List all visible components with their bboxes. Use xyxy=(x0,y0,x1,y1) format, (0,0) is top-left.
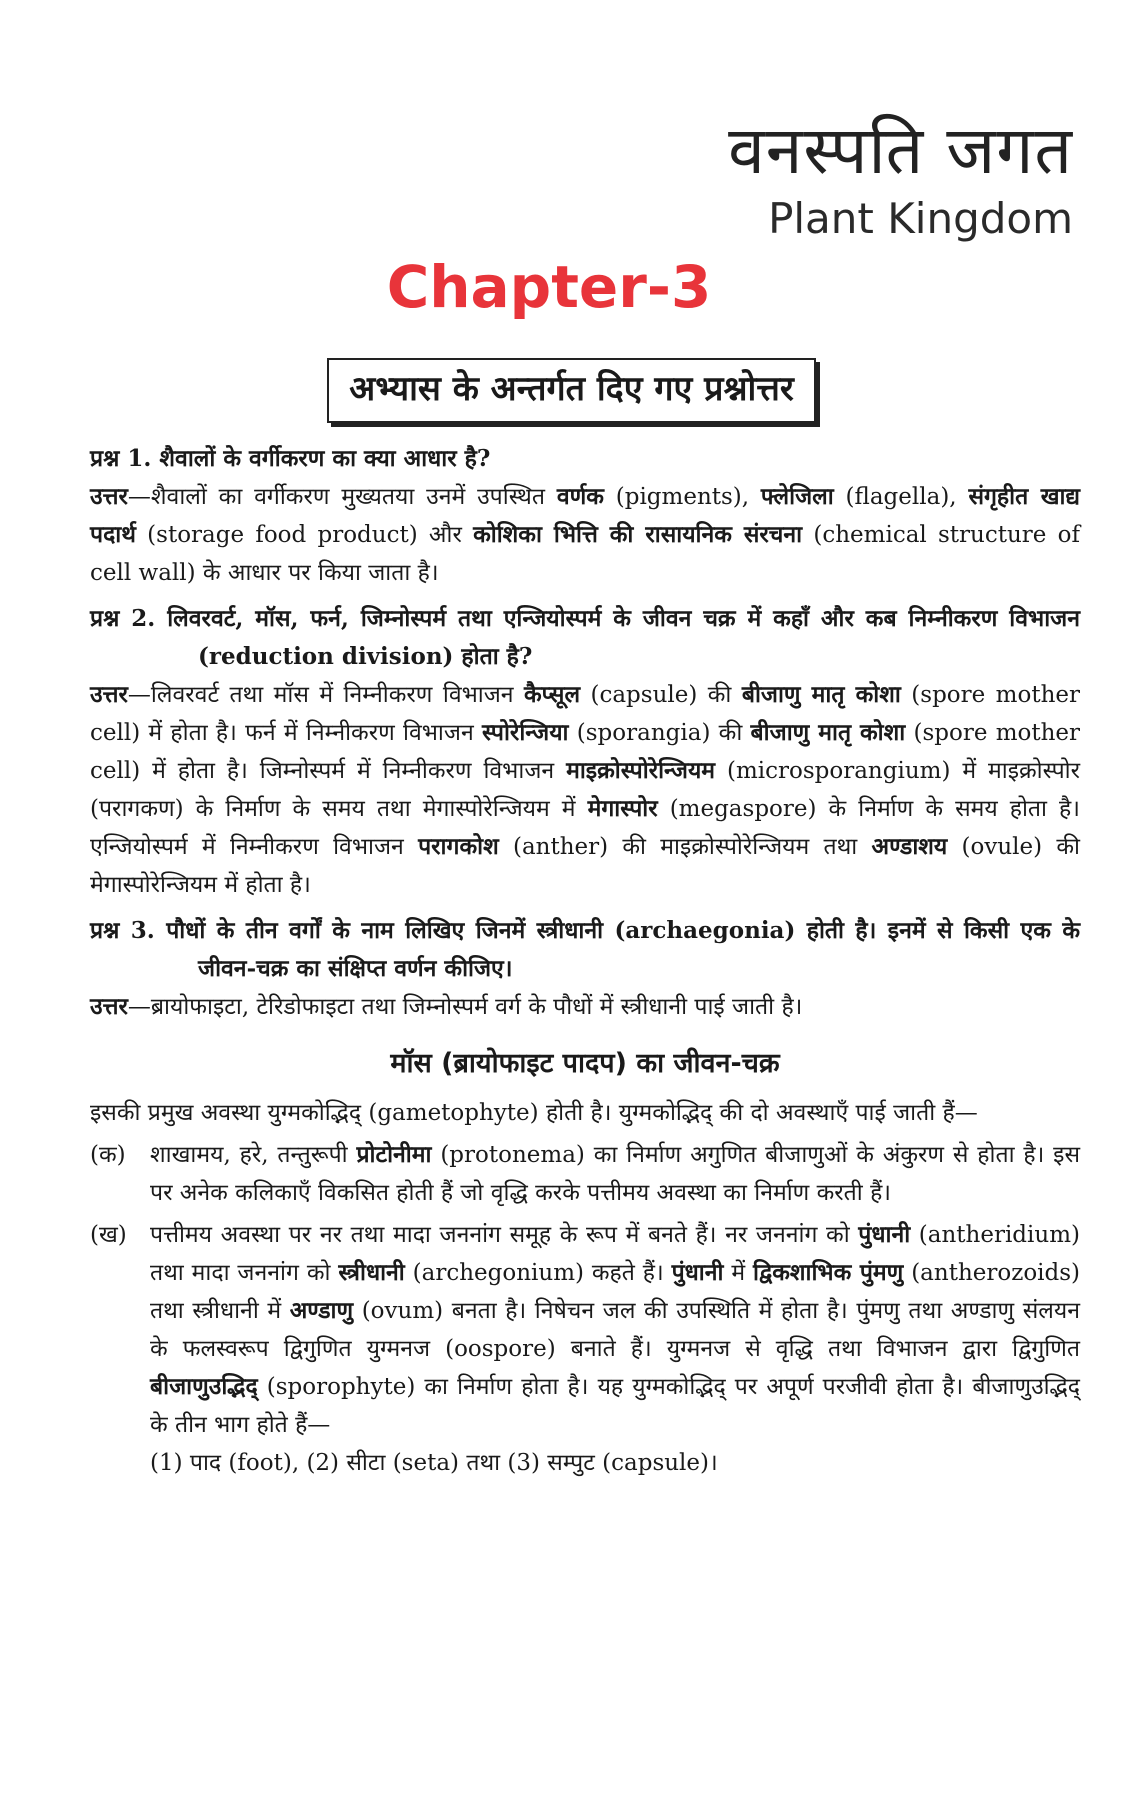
list-marker: (क) xyxy=(90,1142,126,1168)
answer-3 xyxy=(90,988,1080,1026)
question-2 xyxy=(90,600,1080,676)
answer-1-term: कोशिका भित्ति की रासायनिक संरचना xyxy=(473,521,803,548)
answer-2-text: (spore mother cell) में होता है। फर्न में निम्नीकरण विभाजन xyxy=(90,682,1080,746)
section-intro: इसकी प्रमुख अवस्था युग्मकोद्भिद् (gametophyte) होती है। युग्मकोद्भिद् की दो अवस्थाएँ पाई जाती हैं— xyxy=(90,1100,978,1126)
answer-3-label: उत्तर xyxy=(90,993,128,1020)
answer-1-label: उत्तर xyxy=(90,483,128,510)
list-term: द्विकशाभिक पुंमणु xyxy=(753,1259,904,1286)
list-term: पुंधानी xyxy=(858,1221,911,1248)
answer-3-text: —ब्रायोफाइटा, टेरिडोफाइटा तथा जिम्नोस्पर्म वर्ग के पौधों में स्त्रीधानी पाई जाती है। xyxy=(127,994,803,1020)
question-2-label: प्रश्न 2. xyxy=(90,605,156,632)
chapter-number: Chapter-3 xyxy=(386,253,712,321)
answer-2-text: (capsule) की xyxy=(580,682,742,708)
answer-2-term: अण्डाशय xyxy=(871,833,948,860)
answer-2-text: (spore mother cell) में होता है। जिम्नोस्पर्म में निम्नीकरण विभाजन xyxy=(90,720,1081,784)
section-box-wrapper xyxy=(0,358,1143,423)
exercise-box-title: अभ्यास के अन्तर्गत दिए गए प्रश्नोत्तर xyxy=(327,358,815,423)
answer-2-term: स्पोरेन्जिया xyxy=(481,719,569,746)
answer-2-text: (ovule) की मेगास्पोरेन्जियम में होता है। xyxy=(90,834,1080,898)
question-1-label: प्रश्न 1. xyxy=(90,445,152,472)
answer-2-text: —लिवरवर्ट तथा मॉस में निम्नीकरण विभाजन xyxy=(127,682,525,708)
list-term: पुंधानी xyxy=(671,1259,724,1286)
list-text: में xyxy=(723,1260,754,1286)
answer-2-term: मेगास्पोर xyxy=(587,795,658,822)
list-term: बीजाणुउद्भिद् xyxy=(150,1373,258,1400)
answer-1-text: —शैवालों का वर्गीकरण मुख्यतया उनमें उपस्थित xyxy=(127,484,557,510)
question-1-text: शैवालों के वर्गीकरण का क्या आधार है? xyxy=(159,445,491,472)
section-heading: मॉस (ब्रायोफाइट पादप) का जीवन-चक्र xyxy=(390,1048,780,1079)
list-text: (antherozoids) तथा स्त्रीधानी में xyxy=(150,1260,1081,1324)
chapter-title-english: Plant Kingdom xyxy=(768,194,1073,243)
answer-2-term: परागकोश xyxy=(418,833,499,860)
list-text: (protonema) का निर्माण अगुणित बीजाणुओं के अंकुरण से होता है। इस पर अनेक कलिकाएँ विकसित होती हैं जो वृद्धि करके पत्तीमय अवस्था का निर्माण करती हैं। xyxy=(150,1142,1080,1206)
answer-2-text: (sporangia) की xyxy=(568,720,751,746)
sporophyte-parts: (1) पाद (foot), (2) सीटा (seta) तथा (3) सम्पुट (capsule)। xyxy=(150,1450,718,1476)
question-2-text: लिवरवर्ट, मॉस, फर्न, जिम्नोस्पर्म तथा एन्जियोस्पर्म के जीवन चक्र में कहाँ और कब निम्नीकरण विभाजन (reduction division) होता है? xyxy=(167,605,1080,670)
list-text: (sporophyte) का निर्माण होता है। यह युग्मकोद्भिद् पर अपूर्ण परजीवी होता है। बीजाणुउद्भिद् के तीन भाग होते हैं— xyxy=(150,1374,1080,1438)
answer-1-term: वर्णक xyxy=(556,483,604,510)
question-1 xyxy=(90,440,1080,478)
answer-1 xyxy=(90,478,1080,592)
list-term: अण्डाणु xyxy=(289,1297,354,1324)
answer-2-term: बीजाणु मातृ कोशा xyxy=(750,719,906,746)
answer-2-text: (microsporangium) में माइक्रोस्पोर (परागकण) के निर्माण के समय तथा मेगास्पोरेन्जियम में xyxy=(90,758,1081,822)
answer-2-label: उत्तर xyxy=(90,681,128,708)
list-text: (antheridium) तथा मादा जननांग को xyxy=(150,1222,1080,1286)
list-text: (archegonium) कहते हैं। xyxy=(404,1260,672,1286)
list-item-ka xyxy=(90,1136,1080,1212)
answer-2-term: बीजाणु मातृ कोशा xyxy=(741,681,901,708)
answer-1-text: (chemical structure of cell wall) के आधार पर किया जाता है। xyxy=(90,522,1080,586)
answer-1-term: संगृहीत खाद्य पदार्थ xyxy=(90,483,1080,548)
list-text: (ovum) बनता है। निषेचन जल की उपस्थिति में होता है। पुंमणु तथा अण्डाणु संलयन के फलस्वरूप द्विगुणित युग्मनज (oospore) बनाते हैं। युग्मनज से वृद्धि तथा विभाजन द्वारा द्विगुणित xyxy=(150,1298,1080,1362)
answer-2 xyxy=(90,676,1080,904)
answer-1-term: फ्लेजिला xyxy=(760,483,834,510)
question-3-text: पौधों के तीन वर्गों के नाम लिखिए जिनमें स्त्रीधानी (archaegonia) होती है। इनमें से किसी एक के जीवन-चक्र का संक्षिप्त वर्णन कीजिए। xyxy=(166,917,1080,982)
list-term: स्त्रीधानी xyxy=(338,1259,405,1286)
list-item-kha xyxy=(90,1216,1080,1444)
answer-2-text: (anther) की माइक्रोस्पोरेन्जियम तथा xyxy=(498,834,872,860)
question-3-label: प्रश्न 3. xyxy=(90,917,155,944)
question-3 xyxy=(90,912,1080,988)
list-marker: (ख) xyxy=(90,1222,127,1248)
answer-1-text: (pigments), xyxy=(603,484,761,510)
answer-1-text: (flagella), xyxy=(833,484,969,510)
answer-2-text: (megaspore) के निर्माण के समय होता है। एन्जियोस्पर्म में निम्नीकरण विभाजन xyxy=(90,796,1080,860)
list-term: प्रोटोनीमा xyxy=(356,1141,432,1168)
answer-2-term: माइक्रोस्पोरेन्जियम xyxy=(566,757,716,784)
main-content xyxy=(90,440,1080,1482)
answer-1-text: (storage food product) और xyxy=(135,522,474,548)
list-text: पत्तीमय अवस्था पर नर तथा मादा जननांग समूह के रूप में बनते हैं। नर जननांग को xyxy=(150,1222,859,1248)
list-text: शाखामय, हरे, तन्तुरूपी xyxy=(150,1142,357,1168)
chapter-title-hindi: वनस्पति जगत xyxy=(728,112,1073,189)
answer-2-term: कैप्सूल xyxy=(524,681,581,708)
